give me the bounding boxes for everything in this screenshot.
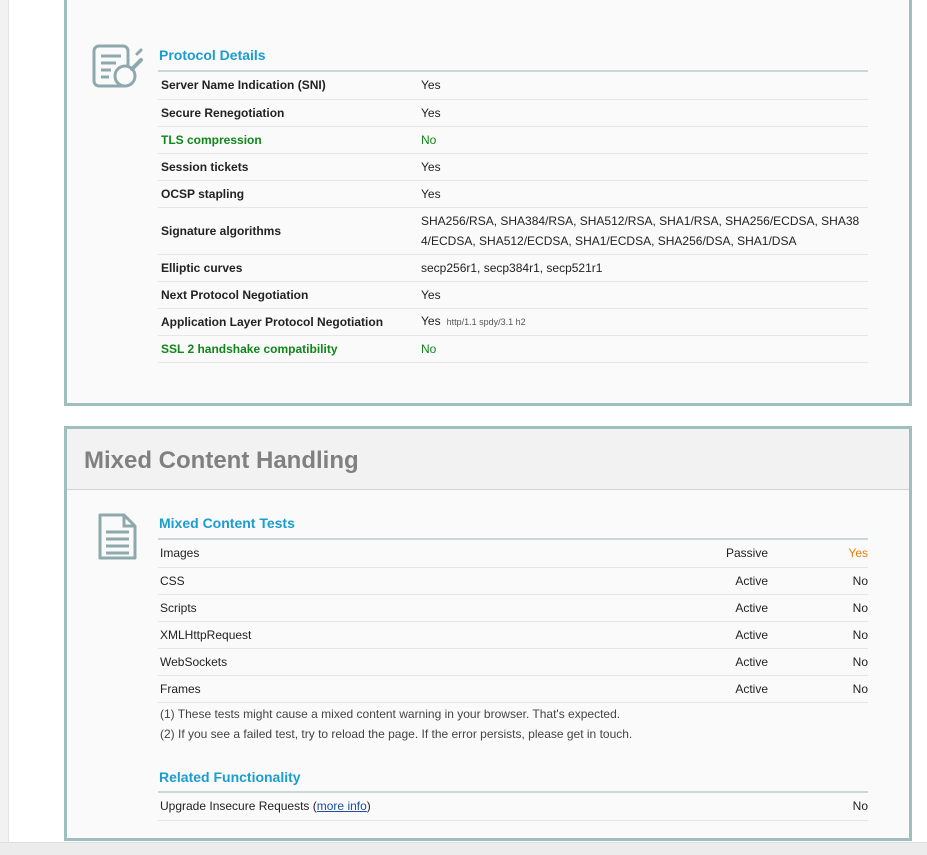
test-name: CSS xyxy=(158,567,648,594)
table-row xyxy=(158,99,868,126)
mixed-content-tests-table xyxy=(158,540,868,703)
table-row xyxy=(158,72,868,99)
footnote-2: (2) If you see a failed test, try to reload the page. If the error persists, please get in touch. xyxy=(160,727,633,741)
test-type: Active xyxy=(648,648,768,675)
row-value: Yes xyxy=(421,153,868,180)
table-row xyxy=(158,621,868,648)
row-value: Yes xyxy=(421,180,868,207)
row-label: OCSP stapling xyxy=(158,180,421,207)
row-value-cell xyxy=(421,308,868,335)
row-value: Yes xyxy=(421,314,441,328)
related-functionality-title: Related Functionality xyxy=(159,769,301,785)
row-label: Elliptic curves xyxy=(158,254,421,281)
table-row xyxy=(158,648,868,675)
document-icon xyxy=(96,512,138,565)
mixed-content-panel xyxy=(64,426,912,841)
test-result: Yes xyxy=(768,540,868,567)
table-row xyxy=(158,180,868,207)
mixed-content-tests-title: Mixed Content Tests xyxy=(159,515,295,531)
test-type: Active xyxy=(648,594,768,621)
table-row xyxy=(158,126,868,153)
test-type: Active xyxy=(648,675,768,702)
test-type: Active xyxy=(648,567,768,594)
protocol-details-title: Protocol Details xyxy=(159,47,266,63)
table-row xyxy=(158,675,868,702)
test-type: Passive xyxy=(648,540,768,567)
test-type: Active xyxy=(648,621,768,648)
bottom-scroll-strip xyxy=(0,842,927,855)
table-row xyxy=(158,207,868,254)
test-name: Images xyxy=(158,540,648,567)
document-magnifier-icon xyxy=(92,42,144,95)
table-row xyxy=(158,594,868,621)
protocol-details-panel xyxy=(64,0,912,406)
panel-title: Mixed Content Handling xyxy=(84,447,359,474)
test-name: XMLHttpRequest xyxy=(158,621,648,648)
row-label: Session tickets xyxy=(158,153,421,180)
related-label: Upgrade Insecure Requests xyxy=(160,799,310,814)
test-name: Scripts xyxy=(158,594,648,621)
row-label: Signature algorithms xyxy=(158,207,421,254)
row-value: Yes xyxy=(421,72,868,99)
table-row xyxy=(158,281,868,308)
test-result: No xyxy=(768,567,868,594)
related-functionality-table xyxy=(158,793,868,821)
test-name: WebSockets xyxy=(158,648,648,675)
panel-header xyxy=(67,429,909,490)
alpn-protocol-list: http/1.1 spdy/3.1 h2 xyxy=(446,317,526,327)
left-sidebar-edge xyxy=(0,0,9,842)
row-label: Application Layer Protocol Negotiation xyxy=(158,308,421,335)
table-row xyxy=(158,308,868,335)
row-value: Yes xyxy=(421,281,868,308)
test-name: Frames xyxy=(158,675,648,702)
related-result: No xyxy=(768,793,868,820)
row-value: secp256r1, secp384r1, secp521r1 xyxy=(421,254,868,281)
row-label: SSL 2 handshake compatibility xyxy=(158,335,421,362)
protocol-details-table xyxy=(158,72,868,363)
row-label: Secure Renegotiation xyxy=(158,99,421,126)
footnote-1: (1) These tests might cause a mixed content warning in your browser. That's expected. xyxy=(160,707,621,721)
table-row xyxy=(158,567,868,594)
test-result: No xyxy=(768,621,868,648)
row-value: No xyxy=(421,126,868,153)
row-value: Yes xyxy=(421,99,868,126)
table-row xyxy=(158,335,868,362)
table-row xyxy=(158,153,868,180)
table-row xyxy=(158,540,868,567)
row-label: Server Name Indication (SNI) xyxy=(158,72,421,99)
test-result: No xyxy=(768,594,868,621)
test-result: No xyxy=(768,675,868,702)
row-value: SHA256/RSA, SHA384/RSA, SHA512/RSA, SHA1/RSA, SHA256/ECDSA, SHA384/ECDSA, SHA512/ECDSA, SHA1/ECDSA, SHA256/DSA, SHA1/DSA xyxy=(421,207,868,254)
related-label-cell: Upgrade Insecure Requests (more info) xyxy=(158,793,768,820)
row-value: No xyxy=(421,335,868,362)
row-label: Next Protocol Negotiation xyxy=(158,281,421,308)
test-result: No xyxy=(768,648,868,675)
more-info-link[interactable]: more info xyxy=(316,799,367,814)
table-row xyxy=(158,254,868,281)
row-label: TLS compression xyxy=(158,126,421,153)
table-row xyxy=(158,793,868,820)
